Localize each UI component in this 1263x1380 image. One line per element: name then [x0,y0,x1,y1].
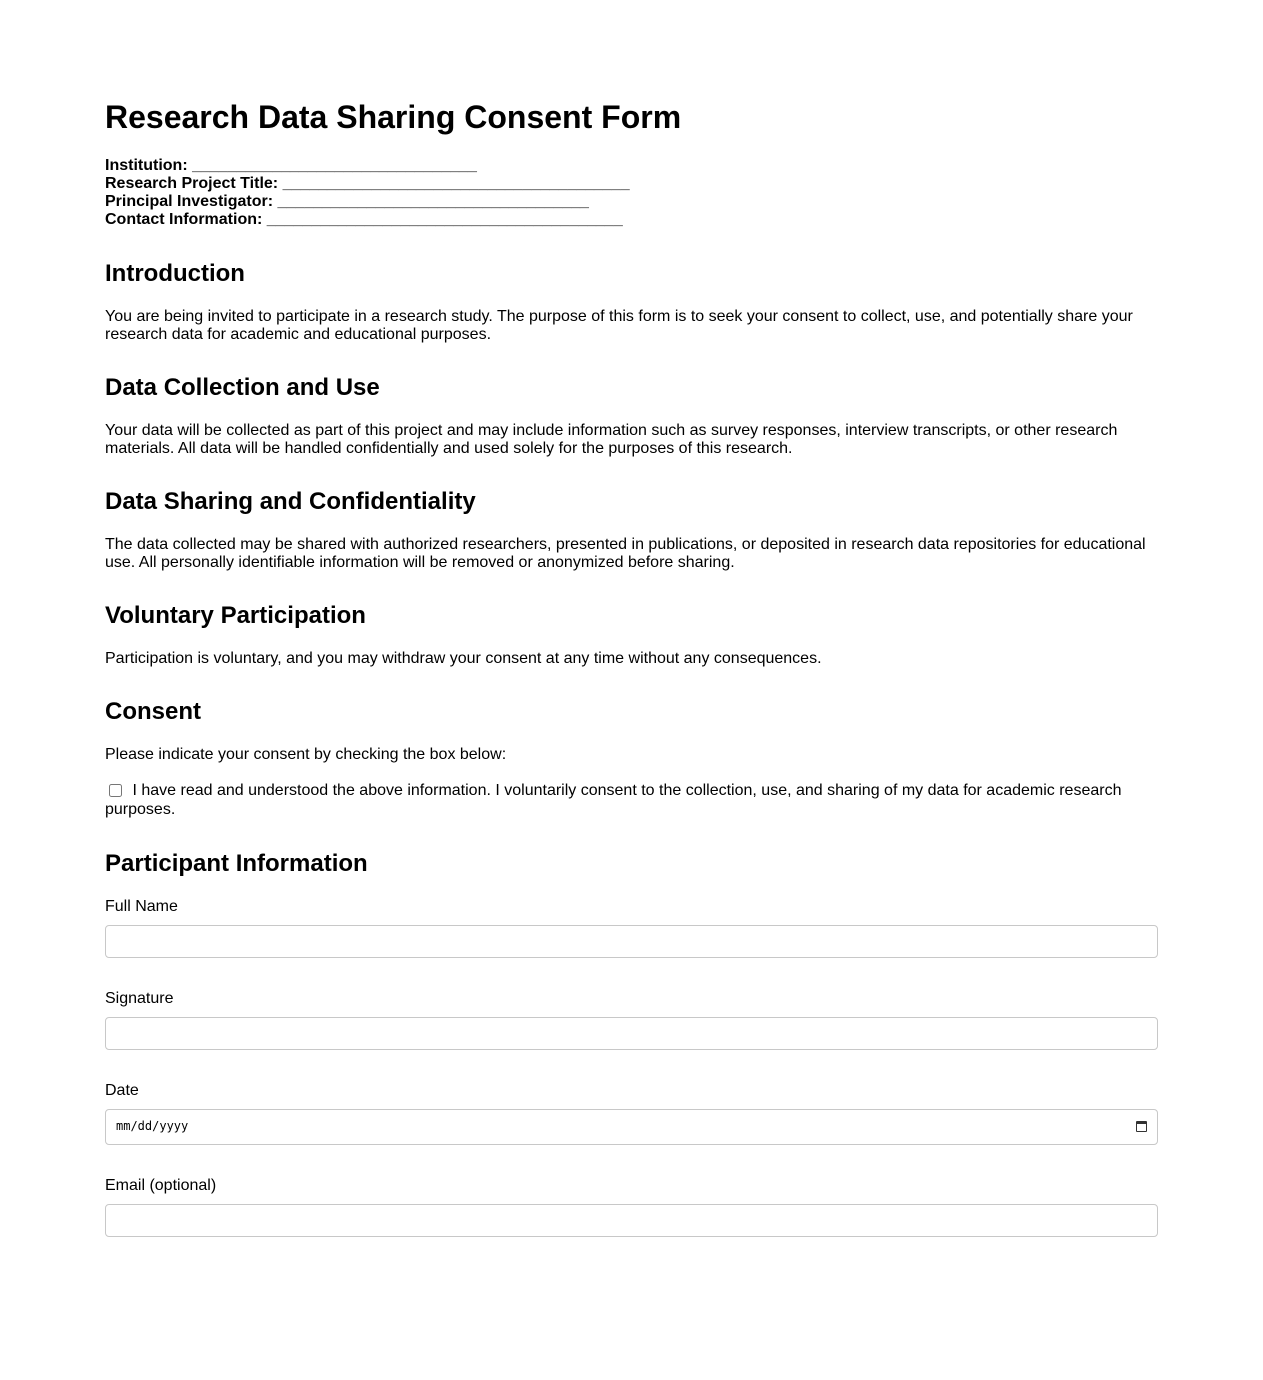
section-participant-information [105,850,1158,1237]
consent-checkbox[interactable] [109,784,122,797]
section-introduction [105,260,1158,344]
date-label: Date [105,1082,139,1099]
full-name-label: Full Name [105,898,178,915]
section-consent [105,698,1158,819]
signature-input[interactable] [105,1017,1158,1050]
section-data-sharing [105,488,1158,572]
email-label: Email (optional) [105,1177,217,1194]
field-signature [105,990,1158,1050]
section-heading: Introduction [105,260,245,287]
section-body: You are being invited to participate in a research study. The purpose of this form is to seek your consent to collect, use, and potentially share your research data for academic and educational purposes. [105,308,1133,343]
consent-checkbox-label[interactable]: I have read and understood the above information. I voluntarily consent to the collection, use, and sharing of my data for academic research purposes. [105,782,1122,818]
info-blank-line: ___________________________________ [277,193,589,210]
date-placeholder[interactable]: mm/dd/yyyy [116,1119,189,1133]
consent-prompt: Please indicate your consent by checking the box below: [105,746,507,763]
field-email [105,1177,1158,1237]
info-institution [105,157,1158,175]
section-heading: Data Sharing and Confidentiality [105,488,476,515]
info-principal-investigator [105,193,1158,211]
section-heading: Data Collection and Use [105,374,380,401]
section-heading: Participant Information [105,850,368,877]
section-voluntary-participation [105,602,1158,668]
info-blank-line: _______________________________________ [282,175,630,192]
section-heading: Consent [105,698,201,725]
date-input[interactable] [105,1109,1158,1145]
info-label: Contact Information: [105,211,263,228]
section-body: The data collected may be shared with authorized researchers, presented in publications, or deposited in research data repositories for educational use. All personally identifiable information will be removed or anonymized before sharing. [105,536,1146,571]
consent-checkbox-row[interactable] [105,781,1158,819]
field-date [105,1082,1158,1145]
field-full-name [105,898,1158,958]
info-label: Research Project Title: [105,175,279,192]
info-contact [105,211,1158,229]
page-title: Research Data Sharing Consent Form [105,99,682,135]
section-data-collection [105,374,1158,458]
signature-label: Signature [105,990,174,1007]
email-input[interactable] [105,1204,1158,1237]
info-blank-line: ________________________________________ [266,211,623,228]
info-blank-line: ________________________________ [192,157,477,174]
calendar-icon[interactable] [1136,1121,1147,1132]
section-heading: Voluntary Participation [105,602,366,629]
full-name-input[interactable] [105,925,1158,958]
info-label: Principal Investigator: [105,193,274,210]
study-info-block [105,157,1158,229]
section-body: Participation is voluntary, and you may withdraw your consent at any time without any consequences. [105,650,822,667]
info-label: Institution: [105,157,188,174]
section-body: Your data will be collected as part of this project and may include information such as survey responses, interview transcripts, or other research materials. All data will be handled confidentially and used solely for the purposes of this research. [105,422,1118,457]
info-project-title [105,175,1158,193]
